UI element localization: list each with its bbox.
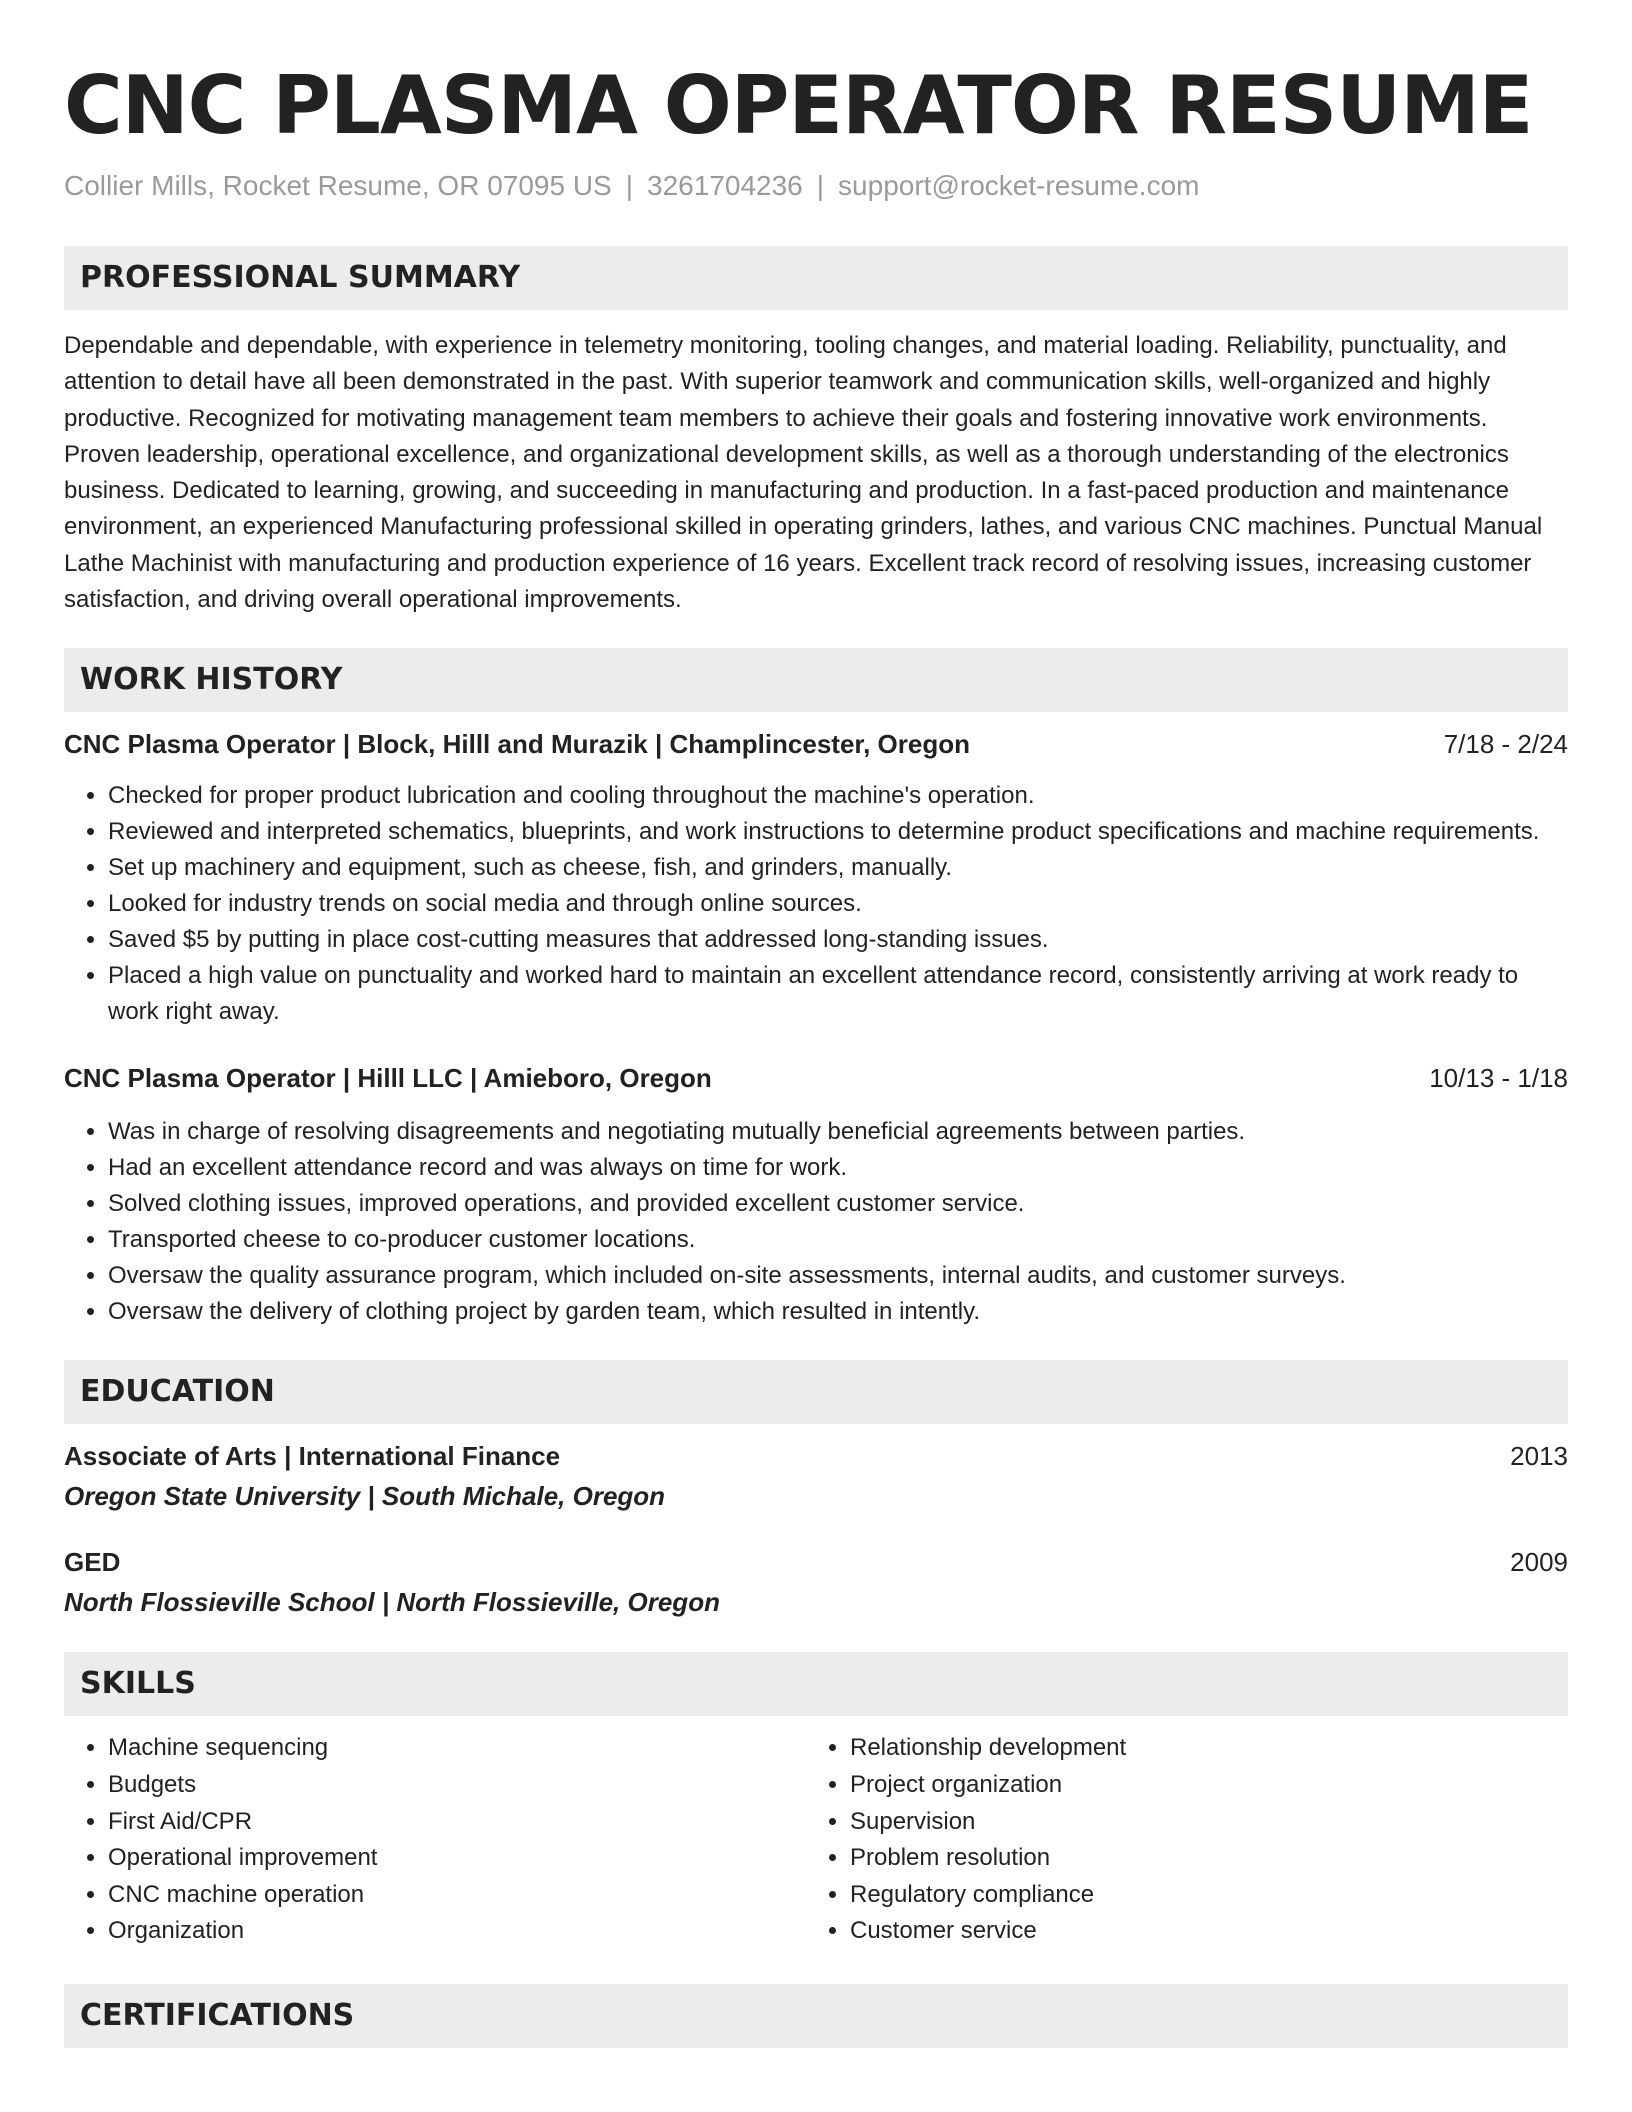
skills-column-right: [806, 1730, 1548, 1950]
skill-item: • Problem resolution: [850, 1840, 1548, 1877]
job-bullet: • Reviewed and interpreted schematics, blueprints, and work instructions to determine product specifications and machine requirements.: [108, 814, 1568, 850]
job-bullets: [64, 778, 1568, 1030]
job-dates: 7/18 - 2/24: [1443, 729, 1568, 760]
job-bullet: • Was in charge of resolving disagreements and negotiating mutually beneficial agreements between parties.: [108, 1114, 1568, 1150]
section-header-work: WORK HISTORY: [64, 648, 1568, 712]
job-bullet: • Set up machinery and equipment, such as cheese, fish, and grinders, manually.: [108, 850, 1568, 886]
skill-item: • Budgets: [108, 1767, 806, 1804]
job-entry: [64, 726, 1568, 1030]
resume-title: CNC PLASMA OPERATOR RESUME: [64, 59, 1533, 152]
job-bullet: • Solved clothing issues, improved operations, and provided excellent customer service.: [108, 1186, 1568, 1222]
skill-item: • Supervision: [850, 1804, 1548, 1841]
skill-item: • Project organization: [850, 1767, 1548, 1804]
contact-separator: |: [625, 170, 634, 201]
contact-email: support@rocket-resume.com: [838, 170, 1200, 201]
section-header-certifications: CERTIFICATIONS: [64, 1984, 1568, 2048]
job-bullet: • Placed a high value on punctuality and worked hard to maintain an excellent attendance record, consistently arriving at work ready to work right away.: [108, 958, 1568, 1030]
education-entry: [64, 1438, 1568, 1514]
job-entry: [64, 1060, 1568, 1330]
section-header-summary: PROFESSIONAL SUMMARY: [64, 246, 1568, 310]
job-bullet: • Oversaw the delivery of clothing project by garden team, which resulted in intently.: [108, 1294, 1568, 1330]
skill-item: • Machine sequencing: [108, 1730, 806, 1767]
job-dates: 10/13 - 1/18: [1429, 1063, 1568, 1094]
skill-item: • Regulatory compliance: [850, 1877, 1548, 1914]
contact-separator: |: [816, 170, 825, 201]
education-school: Oregon State University | South Michale, Oregon: [64, 1481, 666, 1512]
job-header: [64, 1060, 1568, 1096]
education-degree: GED: [64, 1547, 121, 1578]
section-header-education: EDUCATION: [64, 1360, 1568, 1424]
contact-line: [64, 168, 1568, 204]
job-bullets: [64, 1114, 1568, 1330]
skill-item: • Organization: [108, 1913, 806, 1950]
skill-item: • Relationship development: [850, 1730, 1548, 1767]
section-header-skills: SKILLS: [64, 1652, 1568, 1716]
education-year: 2009: [1510, 1547, 1568, 1578]
job-header: [64, 726, 1568, 762]
job-bullet: • Checked for proper product lubrication and cooling throughout the machine's operation.: [108, 778, 1568, 814]
education-header: [64, 1544, 1568, 1580]
job-bullet: • Looked for industry trends on social media and through online sources.: [108, 886, 1568, 922]
job-bullet: • Transported cheese to co-producer customer locations.: [108, 1222, 1568, 1258]
job-bullet: • Saved $5 by putting in place cost-cutting measures that addressed long-standing issues.: [108, 922, 1568, 958]
education-entry: [64, 1544, 1568, 1620]
education-year: 2013: [1510, 1441, 1568, 1472]
contact-phone: 3261704236: [647, 170, 803, 201]
skill-item: • CNC machine operation: [108, 1877, 806, 1914]
job-title: CNC Plasma Operator | Block, Hilll and Murazik | Champlincester, Oregon: [64, 729, 971, 760]
summary-text: Dependable and dependable, with experience in telemetry monitoring, tooling changes, and material loading. Reliability, punctuality, and attention to detail have all been demonstrated in the past. With superior teamwork and communication skills, well-organized and highly productive. Recognized for motivating management team members to achieve their goals and fostering innovative work environments. Proven leadership, operational excellence, and organizational development skills, as well as a thorough understanding of the electronics business. Dedicated to learning, growing, and succeeding in manufacturing and production. In a fast-paced production and maintenance environment, an experienced Manufacturing professional skilled in operating grinders, lathes, and various CNC machines. Punctual Manual Lathe Machinist with manufacturing and production experience of 16 years. Excellent track record of resolving issues, increasing customer satisfaction, and driving overall operational improvements.: [64, 332, 1543, 614]
job-title: CNC Plasma Operator | Hilll LLC | Amieboro, Oregon: [64, 1063, 712, 1094]
education-school: North Flossieville School | North Flossieville, Oregon: [64, 1587, 720, 1618]
education-header: [64, 1438, 1568, 1474]
skill-item: • Operational improvement: [108, 1840, 806, 1877]
education-degree: Associate of Arts | International Finance: [64, 1441, 561, 1472]
job-bullet: • Oversaw the quality assurance program, which included on-site assessments, internal audits, and customer surveys.: [108, 1258, 1568, 1294]
skill-item: • First Aid/CPR: [108, 1804, 806, 1841]
job-bullet: • Had an excellent attendance record and was always on time for work.: [108, 1150, 1568, 1186]
skill-item: • Customer service: [850, 1913, 1548, 1950]
skills-column-left: [64, 1730, 806, 1950]
contact-address: Collier Mills, Rocket Resume, OR 07095 US: [64, 170, 612, 201]
skills-list: [64, 1730, 1568, 1950]
